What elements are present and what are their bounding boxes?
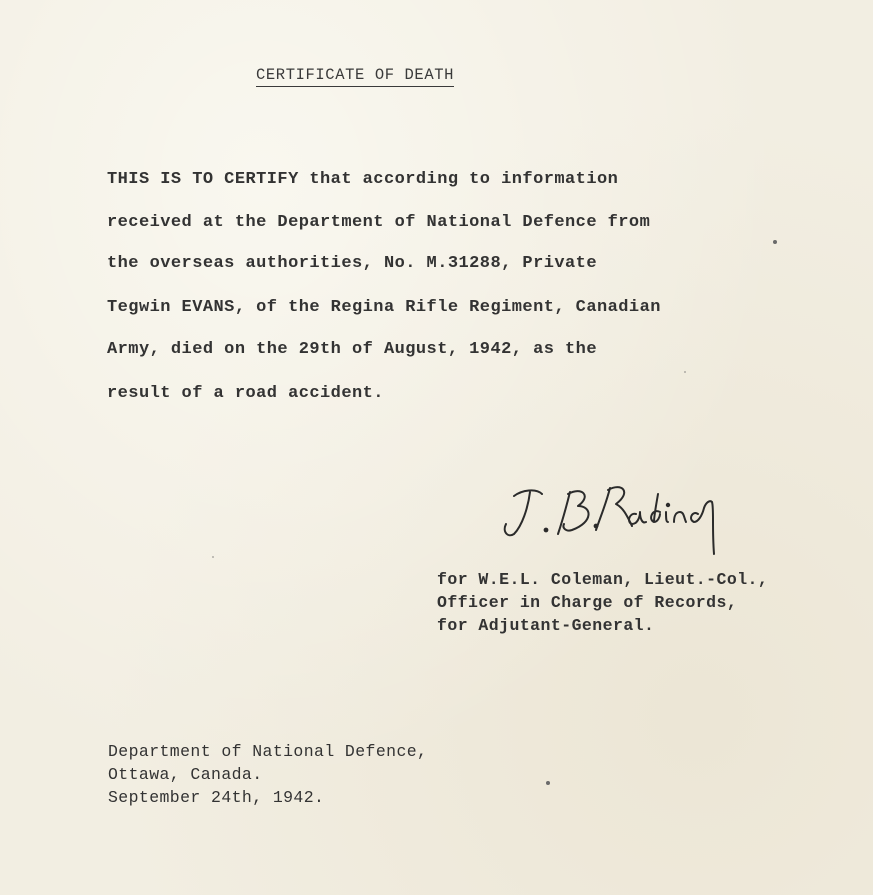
certificate-text-line: Army, died on the 29th of August, 1942, as the — [107, 340, 597, 359]
certificate-text-line: result of a road accident. — [107, 384, 384, 403]
issuer-address-line: Ottawa, Canada. — [108, 765, 263, 784]
issuer-address-line: Department of National Defence, — [108, 742, 428, 761]
certificate-text-line: Tegwin EVANS, of the Regina Rifle Regiment, Canadian — [107, 298, 661, 317]
document-title: CERTIFICATE OF DEATH — [256, 66, 454, 87]
ink-speck — [684, 371, 686, 373]
certificate-text-line: received at the Department of National Defence from — [107, 213, 651, 232]
handwritten-signature — [492, 478, 737, 563]
signatory-line: for Adjutant-General. — [437, 616, 655, 635]
ink-speck — [212, 556, 214, 558]
certificate-text-line: the overseas authorities, No. M.31288, Private — [107, 254, 597, 273]
ink-speck — [773, 240, 777, 244]
certificate-text-line: THIS IS TO CERTIFY that according to information — [107, 170, 619, 189]
signatory-line: Officer in Charge of Records, — [437, 593, 738, 612]
ink-speck — [546, 781, 550, 785]
signatory-line: for W.E.L. Coleman, Lieut.-Col., — [437, 570, 769, 589]
issue-date: September 24th, 1942. — [108, 788, 325, 807]
